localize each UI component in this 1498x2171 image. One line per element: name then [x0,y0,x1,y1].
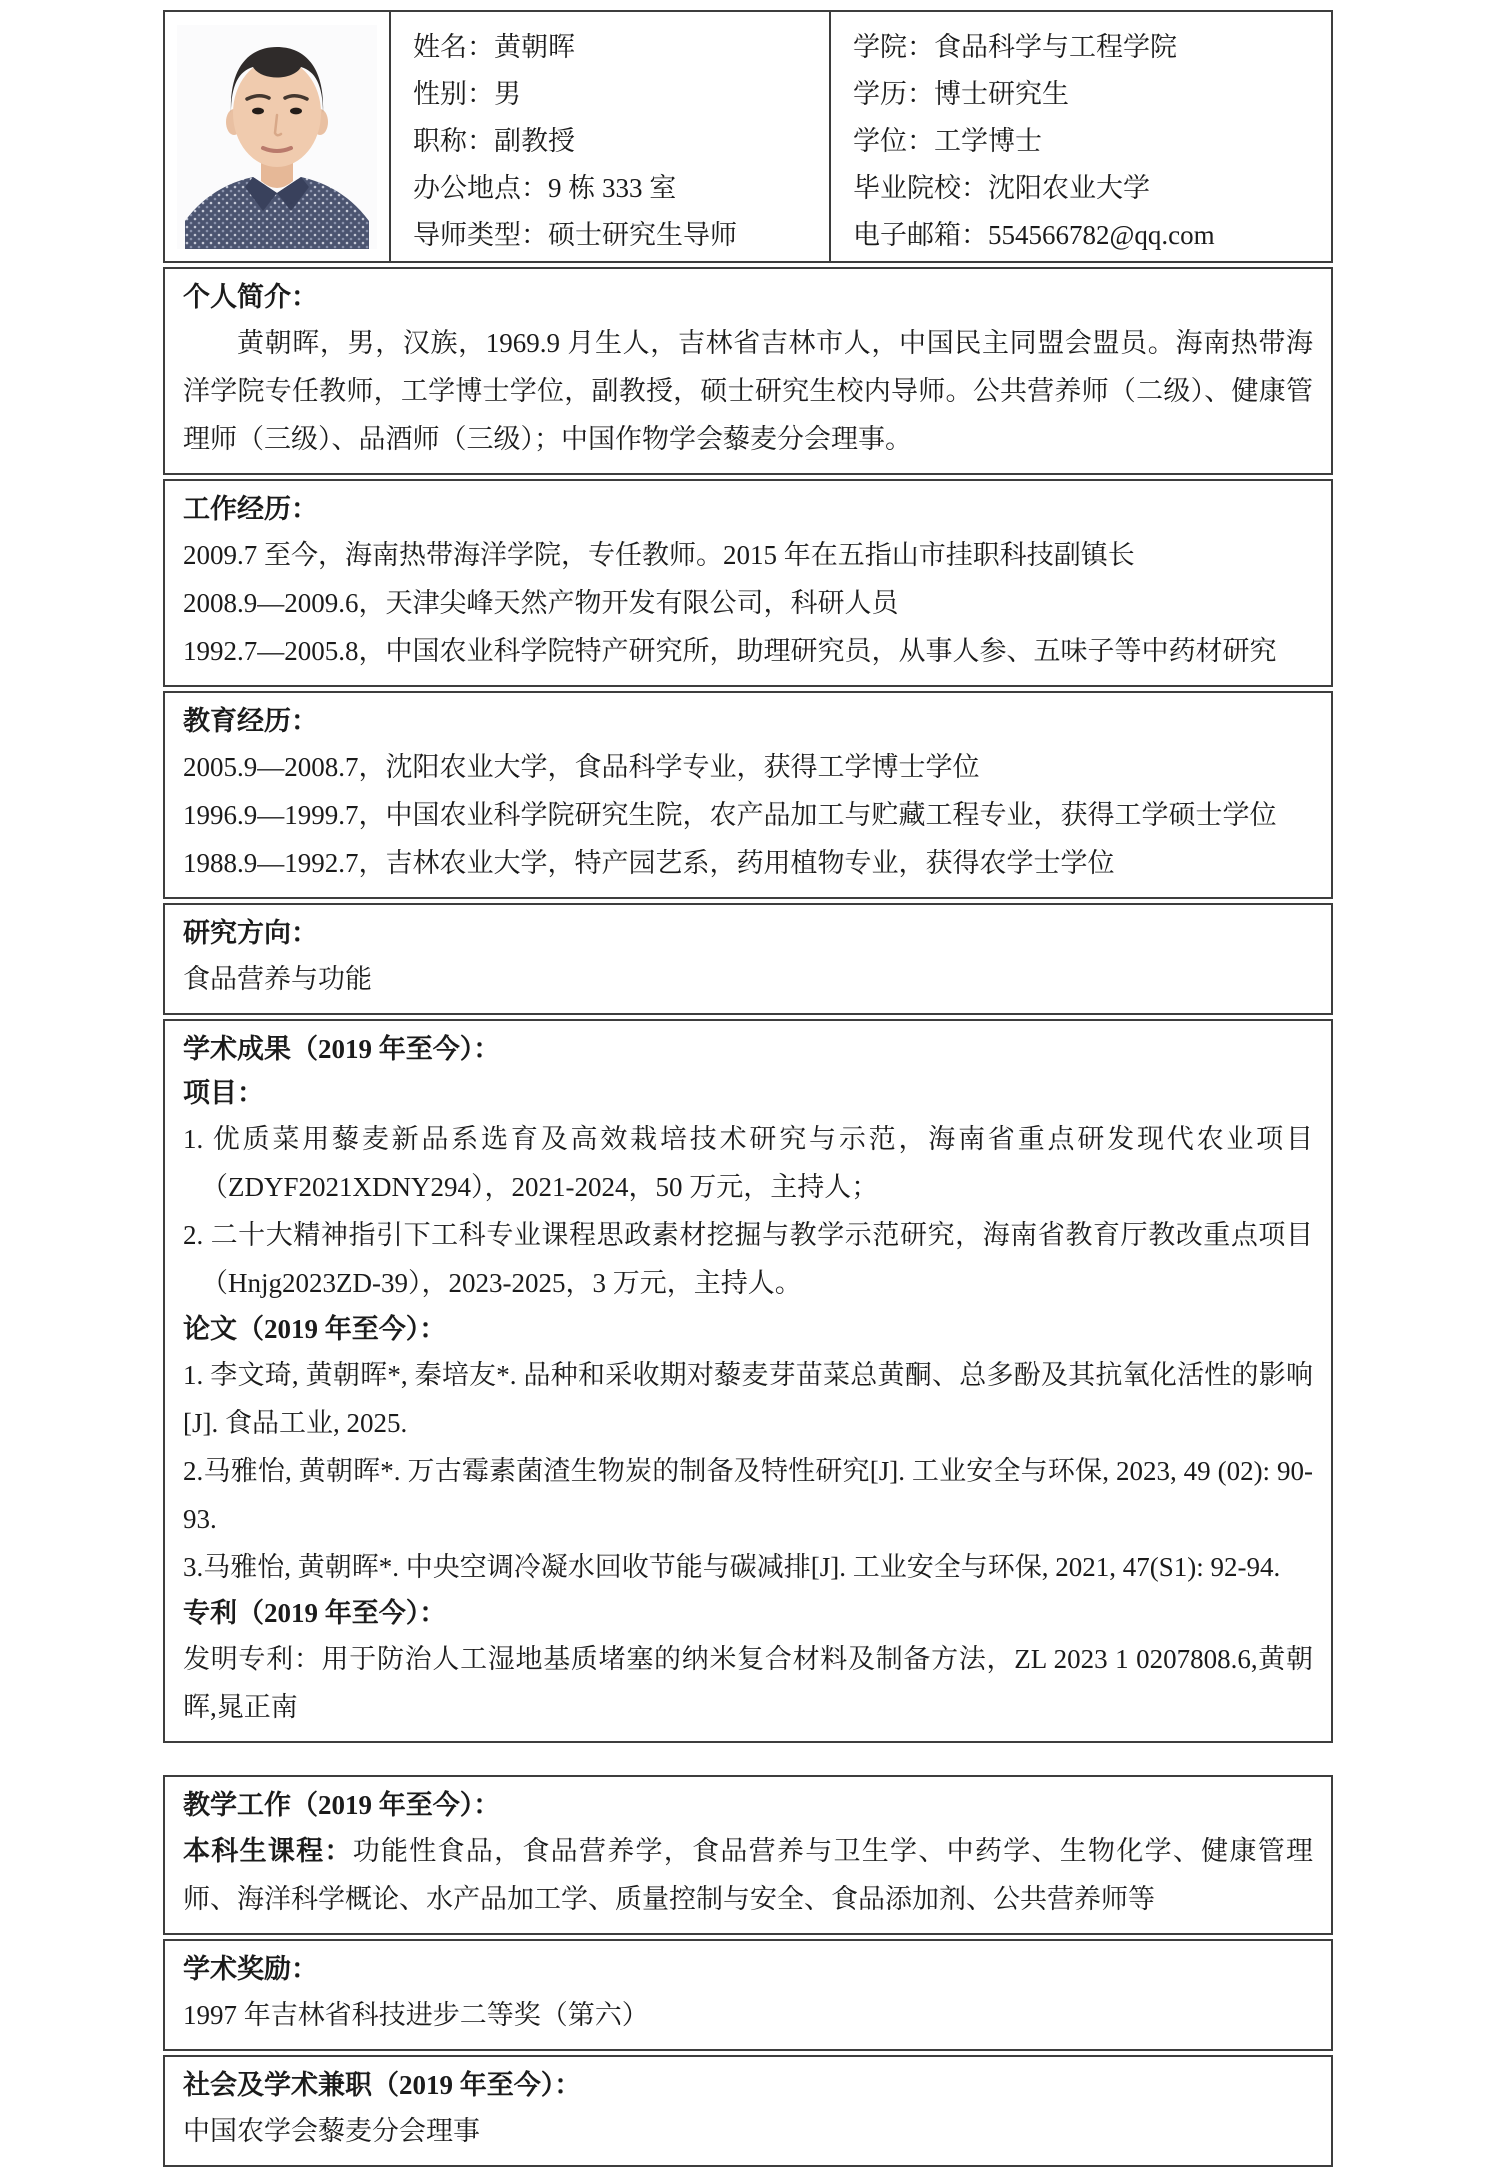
work-line: 1992.7—2005.8，中国农业科学院特产研究所，助理研究员，从事人参、五味子等中药材研究 [183,636,1277,666]
table-gap [163,1747,1333,1775]
identity-right-column [831,12,1331,261]
section-awards [163,1939,1333,2051]
section-achievements [163,1019,1333,1743]
field-title-value: 副教授 [494,126,575,156]
section-teaching [163,1775,1333,1935]
field-name-label: 姓名： [413,32,494,62]
field-title-label: 职称： [413,126,494,156]
education-line: 1996.9—1999.7，中国农业科学院研究生院，农产品加工与贮藏工程专业，获得工学硕士学位 [183,800,1277,830]
project-item: 1. 优质菜用藜麦新品系选育及高效栽培技术研究与示范，海南省重点研发现代农业项目（ZDYF2021XDNY294），2021-2024，50 万元，主持人； [183,1124,1313,1202]
field-gender [413,71,829,118]
education-title: 教育经历： [183,706,318,736]
courses-label: 本科生课程： [183,1836,353,1866]
research-line: 食品营养与功能 [183,964,372,994]
field-email [853,212,1331,259]
field-mentor-type [413,212,829,259]
paper-item: 2.马雅怡, 黄朝晖*. 万古霉素菌渣生物炭的制备及特性研究[J]. 工业安全与环保, 2023, 49 (02): 90-93. [183,1456,1313,1534]
work-line: 2009.7 至今，海南热带海洋学院，专任教师。2015 年在五指山市挂职科技副镇长 [183,540,1135,570]
field-mentor-type-value: 硕士研究生导师 [548,220,737,250]
profile-photo [177,25,377,249]
education-line: 2005.9—2008.7，沈阳农业大学，食品科学专业，获得工学博士学位 [183,752,980,782]
field-college [853,24,1331,71]
section-social [163,2055,1333,2167]
social-line: 中国农学会藜麦分会理事 [183,2116,480,2146]
field-alma-mater-label: 毕业院校： [853,173,988,203]
intro-paragraph: 黄朝晖，男，汉族，1969.9 月生人，吉林省吉林市人，中国民主同盟会盟员。海南热带海洋学院专任教师，工学博士学位，副教授，硕士研究生校内导师。公共营养师（二级）、健康管理师（三级）、品酒师（三级）；中国作物学会藜麦分会理事。 [183,328,1313,454]
field-email-value: 554566782@qq.com [988,220,1215,250]
field-degree [853,118,1331,165]
award-line: 1997 年吉林省科技进步二等奖（第六） [183,2000,649,2030]
field-degree-value: 工学博士 [934,126,1042,156]
field-alma-mater [853,165,1331,212]
field-office-value: 9 栋 333 室 [548,173,677,203]
projects-subtitle: 项目： [183,1078,264,1108]
field-education-value: 博士研究生 [934,79,1069,109]
education-line: 1988.9—1992.7，吉林农业大学，特产园艺系，药用植物专业，获得农学士学位 [183,848,1115,878]
work-line: 2008.9—2009.6，天津尖峰天然产物开发有限公司，科研人员 [183,588,899,618]
field-gender-value: 男 [494,79,521,109]
field-college-label: 学院： [853,32,934,62]
project-item: 2. 二十大精神指引下工科专业课程思政素材挖掘与教学示范研究，海南省教育厅教改重点项目（Hnjg2023ZD-39），2023-2025，3 万元，主持人。 [183,1220,1313,1298]
achievements-title: 学术成果（2019 年至今）： [183,1034,501,1064]
identity-left-column [391,12,831,261]
papers-subtitle: 论文（2019 年至今）： [183,1314,447,1344]
field-education-label: 学历： [853,79,934,109]
field-mentor-type-label: 导师类型： [413,220,548,250]
field-alma-mater-value: 沈阳农业大学 [988,173,1150,203]
field-gender-label: 性别： [413,79,494,109]
research-title: 研究方向： [183,918,318,948]
field-education [853,71,1331,118]
section-intro [163,267,1333,475]
field-name-value: 黄朝晖 [494,32,575,62]
section-education [163,691,1333,899]
social-title: 社会及学术兼职（2019 年至今）： [183,2070,582,2100]
field-college-value: 食品科学与工程学院 [934,32,1177,62]
profile-document [163,10,1333,2171]
field-degree-label: 学位： [853,126,934,156]
patents-subtitle: 专利（2019 年至今）： [183,1598,447,1628]
section-work [163,479,1333,687]
patent-item: 发明专利：用于防治人工湿地基质堵塞的纳米复合材料及制备方法，ZL 2023 1 0207808.6,黄朝晖,晁正南 [183,1644,1313,1722]
field-email-label: 电子邮箱： [853,220,988,250]
intro-title: 个人简介： [183,282,318,312]
field-office-label: 办公地点： [413,173,548,203]
work-title: 工作经历： [183,494,318,524]
teaching-courses [183,1827,1313,1923]
paper-item: 1. 李文琦, 黄朝晖*, 秦培友*. 品种和采收期对藜麦芽苗菜总黄酮、总多酚及其抗氧化活性的影响[J]. 食品工业, 2025. [183,1360,1313,1438]
courses-text: 功能性食品，食品营养学，食品营养与卫生学、中药学、生物化学、健康管理师、海洋科学概论、水产品加工学、质量控制与安全、食品添加剂、公共营养师等 [183,1836,1314,1914]
field-office [413,165,829,212]
teaching-title: 教学工作（2019 年至今）： [183,1790,501,1820]
awards-title: 学术奖励： [183,1954,318,1984]
section-research [163,903,1333,1015]
paper-item: 3.马雅怡, 黄朝晖*. 中央空调冷凝水回收节能与碳减排[J]. 工业安全与环保, 2021, 47(S1): 92-94. [183,1552,1281,1582]
identity-row [163,10,1333,263]
field-name [413,24,829,71]
photo-cell [165,12,391,261]
field-title [413,118,829,165]
